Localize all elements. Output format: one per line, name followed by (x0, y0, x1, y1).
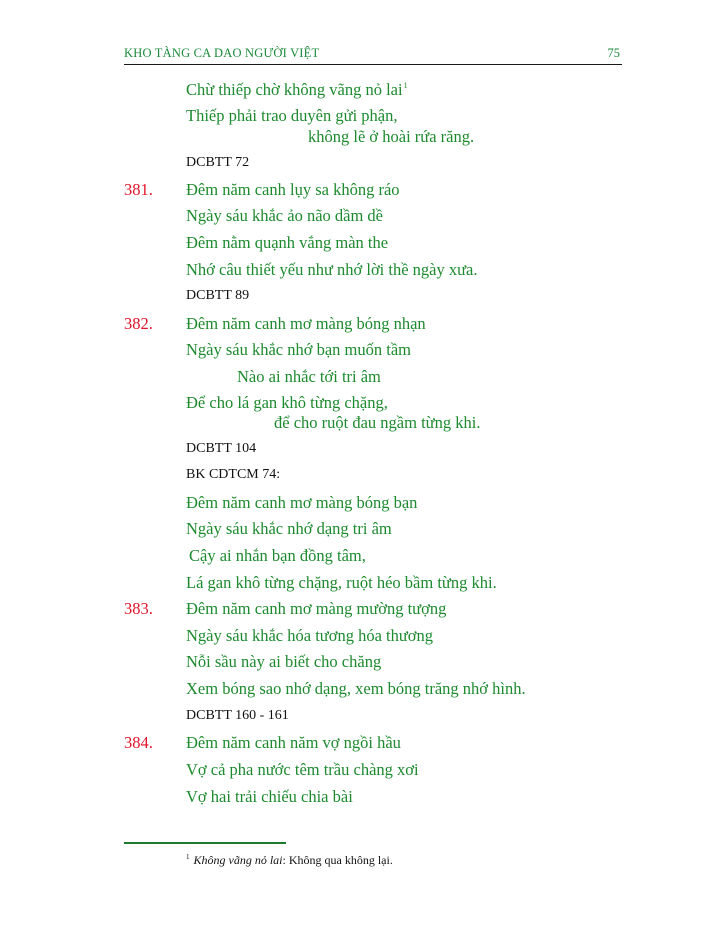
verse-line: Xem bóng sao nhớ dạng, xem bóng trăng nhớ hình. (186, 679, 526, 698)
verse-line: Thiếp phải trao duyên gửi phận, (186, 106, 398, 125)
verse-line: Vợ cả pha nước têm trầu chàng xơi (186, 760, 419, 779)
poem-number: 382. (124, 314, 153, 333)
verse-line: Nỗi sầu này ai biết cho chăng (186, 652, 382, 671)
footnote-term: Không vãng nỏ lai (193, 853, 283, 867)
source-reference: DCBTT 89 (186, 288, 250, 303)
footnote-marker: 1 (186, 853, 190, 861)
verse-line: Ngày sáu khắc ảo não dầm dề (186, 206, 384, 225)
footnote-divider (124, 842, 286, 844)
verse-line: không lẽ ở hoài rứa răng. (308, 127, 475, 146)
verse-line: Đêm năm canh mơ màng mường tượng (186, 599, 447, 618)
poem-number: 384. (124, 733, 153, 752)
book-title: KHO TÀNG CA DAO NGƯỜI VIỆT (124, 46, 320, 60)
verse-line: Đêm nằm quạnh vắng màn the (186, 233, 389, 252)
source-reference: DCBTT 72 (186, 155, 250, 170)
verse-line: Ngày sáu khắc nhớ dạng tri âm (186, 519, 392, 538)
verse-line: Vợ hai trải chiếu chia bài (186, 787, 353, 806)
verse-line: Đêm năm canh năm vợ ngồi hầu (186, 733, 401, 752)
footnote-text: : Không qua không lại. (282, 853, 393, 867)
verse-line: Ngày sáu khắc nhớ bạn muốn tầm (186, 340, 412, 359)
verse-line: Ngày sáu khắc hóa tương hóa thương (186, 626, 434, 645)
running-header (124, 44, 622, 65)
verse-line (186, 80, 408, 100)
verse-line: Đêm năm canh mơ màng bóng bạn (186, 493, 418, 512)
page-number: 75 (607, 46, 620, 60)
poem-number: 381. (124, 180, 153, 199)
footnote (186, 853, 393, 868)
verse-line: để cho ruột đau ngầm từng khi. (274, 413, 481, 432)
verse-line: Nào ai nhắc tới tri âm (237, 367, 381, 386)
source-reference: BK CDTCM 74: (186, 467, 281, 482)
verse-line: Đêm năm canh lụy sa không ráo (186, 180, 400, 199)
verse-line: Lá gan khô từng chặng, ruột héo bầm từng khi. (186, 573, 497, 592)
verse-line: Để cho lá gan khô từng chặng, (186, 393, 388, 412)
verse-text: Chừ thiếp chờ không vãng nỏ lai (186, 80, 403, 99)
source-reference: DCBTT 160 - 161 (186, 708, 289, 723)
verse-line: Đêm năm canh mơ màng bóng nhạn (186, 314, 426, 333)
footnote-marker: 1 (403, 81, 408, 90)
verse-line: Cậy ai nhắn bạn đồng tâm, (189, 546, 366, 565)
verse-line: Nhớ câu thiết yếu như nhớ lời thề ngày xưa. (186, 260, 478, 279)
source-reference: DCBTT 104 (186, 441, 257, 456)
poem-number: 383. (124, 599, 153, 618)
